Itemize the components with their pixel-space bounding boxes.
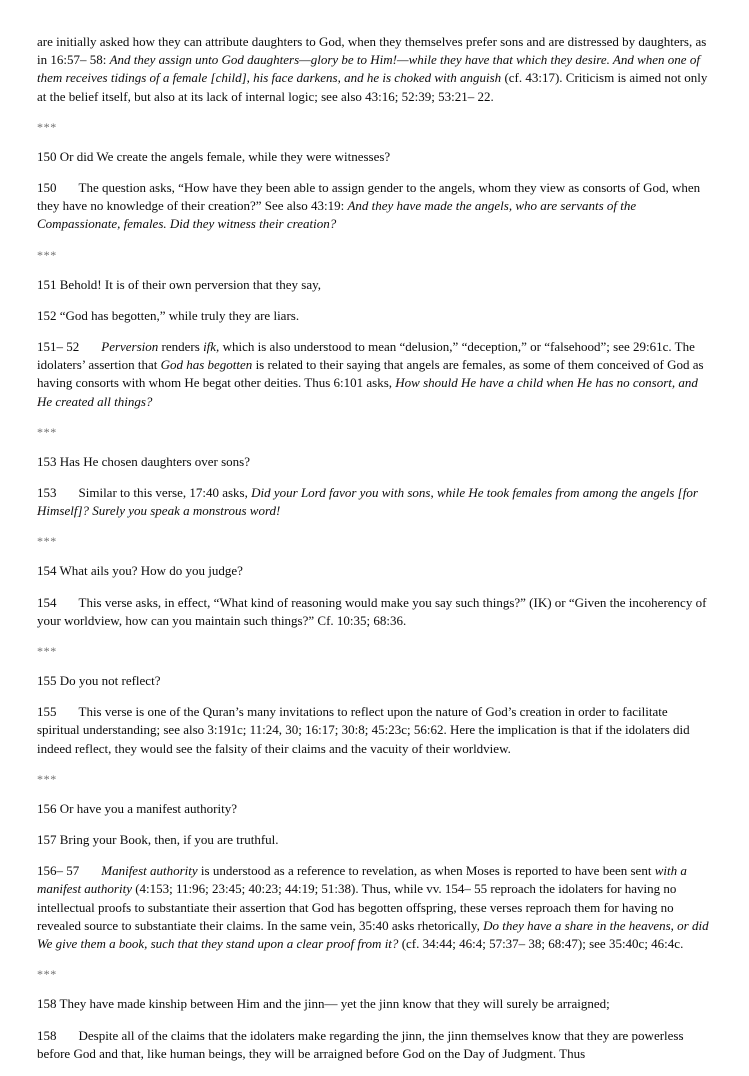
continued-paragraph <box>37 33 710 106</box>
commentary-verse-number: 154 <box>37 594 57 610</box>
number-text-gap <box>79 338 101 356</box>
prose-text: The question asks, “How have they been able to assign gender to the angels, whom they view as consorts of God, when they have no knowledge of their creation?” See also 43:19: <box>37 180 701 214</box>
prose-text: 158 They have made kinship between Him and the jinn— yet the jinn know that they will surely be arraigned; <box>37 996 610 1012</box>
prose-text: 152 “God has begotten,” while truly they are liars. <box>37 307 300 323</box>
verse-line <box>37 148 710 166</box>
quoted-scripture-text: Manifest authority <box>101 863 201 879</box>
prose-text: Despite all of the claims that the idolaters make regarding the jinn, the jinn themselves know that they are powerless before God and that, like human beings, they will be arraigned before God on the Day of Judgment. Thus <box>37 1027 684 1061</box>
number-text-gap <box>57 703 79 721</box>
commentary-verse-number: 155 <box>37 704 57 720</box>
verse-line <box>37 831 710 849</box>
section-separator: *** <box>37 119 57 134</box>
quoted-scripture-text: And they assign unto God daughters—glory be to Him!—while they have that which they desire. And when one of them receives tidings of a female [child], his face darkens, and he is choked with anguish <box>37 52 700 86</box>
prose-text: 157 Bring your Book, then, if you are truthful. <box>37 832 279 848</box>
section-separator: *** <box>37 424 57 439</box>
number-text-gap <box>57 1027 79 1045</box>
prose-text: (cf. 43:17). Criticism is aimed not only at the belief itself, but also at its lack of internal logic; see also 43:16; 52:39; 53:21– 22. <box>37 70 708 104</box>
commentary-paragraph <box>37 338 710 411</box>
prose-text: 153 Has He chosen daughters over sons? <box>37 453 251 469</box>
quoted-scripture-text: with a manifest authority <box>37 863 687 897</box>
prose-text: (4:153; 11:96; 23:45; 40:23; 44:19; 51:38). Thus, while vv. 154– 55 reproach the idolaters for having no intellectual proofs to substantiate their assertion that God has begotten offspring, these verses reproach them for having no revealed source to substantiate their claims. In the same vein, 35:40 asks rhetorically, <box>37 881 677 933</box>
number-text-gap <box>79 862 101 880</box>
verse-line <box>37 453 710 471</box>
prose-text: This verse asks, in effect, “What kind of reasoning would make you say such things?” (IK) or “Given the incoherency of your worldview, how can you maintain such things?” Cf. 10:35; 68:36. <box>37 594 707 628</box>
verse-line <box>37 800 710 818</box>
number-text-gap <box>57 484 79 502</box>
verse-line <box>37 562 710 580</box>
prose-text: are initially asked how they can attribute daughters to God, when they themselves prefer sons and are distressed by daughters, as in 16:57– 58: <box>37 34 707 68</box>
section-separator: *** <box>37 644 57 659</box>
section-separator: *** <box>37 534 57 549</box>
verse-line <box>37 307 710 325</box>
quoted-scripture-text: And they have made the angels, who are servants of the Compassionate, females. Did they witness their creation? <box>37 198 637 232</box>
number-text-gap <box>57 594 79 612</box>
quoted-scripture-text: Perversion <box>101 339 162 355</box>
commentary-verse-number: 150 <box>37 180 57 196</box>
section-separator: *** <box>37 771 57 786</box>
page-text-column <box>37 33 710 1076</box>
section-separator: *** <box>37 967 57 982</box>
quoted-scripture-text: Did your Lord favor you with sons, while He took females from among the angels [for Himself]? Surely you speak a monstrous word! <box>37 485 698 519</box>
verse-line <box>37 276 710 294</box>
prose-text: Similar to this verse, 17:40 asks, <box>78 485 252 501</box>
commentary-paragraph <box>37 179 710 234</box>
verse-line <box>37 672 710 690</box>
section-separator: *** <box>37 247 57 262</box>
quoted-scripture-text: ifk, <box>203 339 223 355</box>
prose-text: (cf. 34:44; 46:4; 57:37– 38; 68:47); see 35:40c; 46:4c. <box>401 936 684 952</box>
prose-text: 155 Do you not reflect? <box>37 673 161 689</box>
commentary-verse-number: 151– 52 <box>37 339 80 355</box>
verse-line <box>37 995 710 1013</box>
quoted-scripture-text: Do they have a share in the heavens, or did We give them a book, such that they stand upon a clear proof from it? <box>37 917 709 952</box>
prose-text: 156 Or have you a manifest authority? <box>37 800 237 816</box>
commentary-paragraph <box>37 862 710 953</box>
commentary-paragraph <box>37 1027 710 1063</box>
commentary-verse-number: 153 <box>37 485 57 501</box>
commentary-paragraph <box>37 594 710 630</box>
number-text-gap <box>57 179 79 197</box>
commentary-paragraph <box>37 484 710 520</box>
prose-text: 150 Or did We create the angels female, while they were witnesses? <box>37 148 391 164</box>
prose-text: is related to their saying that angels are females, as some of them conceived of God as having consorts with whom He begat other deities. Thus 6:101 asks, <box>37 357 704 391</box>
prose-text: is understood as a reference to revelation, as when Moses is reported to have been sent <box>200 863 655 879</box>
prose-text: 151 Behold! It is of their own perversion that they say, <box>37 276 322 292</box>
commentary-verse-number: 158 <box>37 1027 57 1043</box>
prose-text: 154 What ails you? How do you judge? <box>37 563 243 579</box>
prose-text: renders <box>161 339 204 355</box>
commentary-verse-number: 156– 57 <box>37 863 80 879</box>
commentary-paragraph <box>37 703 710 758</box>
prose-text: This verse is one of the Quran’s many invitations to reflect upon the nature of God’s creation in order to facilitate spiritual understanding; see also 3:191c; 11:24, 30; 16:17; 30:8; 45:23c; 56:62. Here the implication is that if the idolaters did indeed reflect, they would see the falsity of their claims and the vacuity of their worldview. <box>37 704 690 756</box>
prose-text: which is also understood to mean “delusion,” “deception,” or “falsehood”; see 29:61c. The idolaters’ assertion that <box>37 339 695 373</box>
quoted-scripture-text: How should He have a child when He has no consort, and He created all things? <box>37 375 698 409</box>
quoted-scripture-text: God has begotten <box>160 357 256 373</box>
